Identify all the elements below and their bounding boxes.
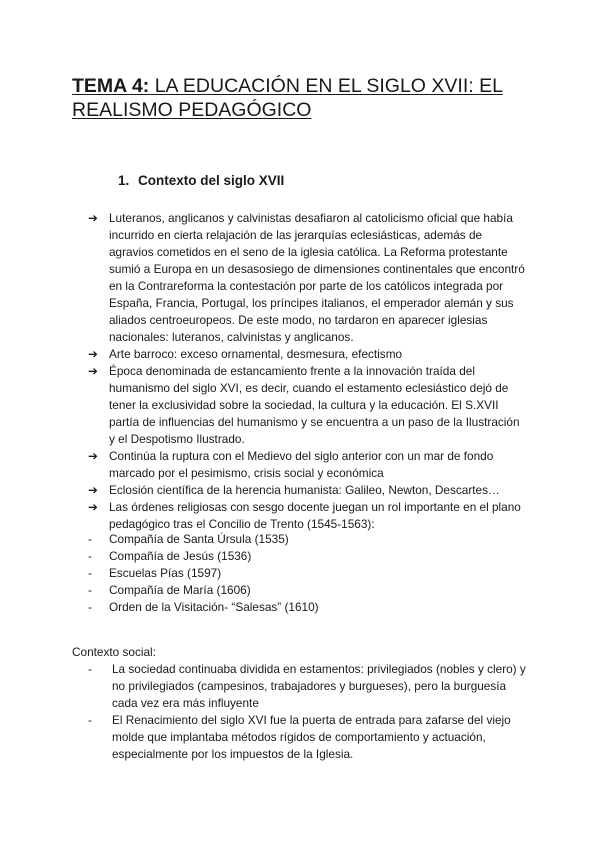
list-item <box>88 661 533 712</box>
list-item-text: El Renacimiento del siglo XVI fue la puerta de entrada para zafarse del viejo molde que implantaba métodos rígidos de comportamiento y actuación, especialmente por los impuestos de la Iglesia. <box>112 713 511 761</box>
list-item <box>88 565 528 582</box>
list-item-text: Luteranos, anglicanos y calvinistas desafiaron al catolicismo oficial que había incurrido en cierta relajación de las jerarquías eclesiásticas, además de agravios cometidos en el seno de la iglesia católica. La Reforma protestante sumió a Europa en un desasosiego de dimensiones continentales que encontró en la Contrareforma la contestación por parte de los católicos integrada por España, Francia, Portugal, los príncipes italianos, el emperador alemán y sus aliados centroeuropeos. De este modo, no tardaron en aparecer iglesias nacionales: luteranos, calvinistas y anglicanos. <box>109 211 525 344</box>
list-item-text: Escuelas Pías (1597) <box>109 566 222 580</box>
arrow-icon: ➔ <box>88 211 98 225</box>
dash-bullet: - <box>88 532 92 546</box>
list-item <box>88 363 528 448</box>
title-prefix: TEMA 4: <box>72 75 150 97</box>
list-item <box>88 582 528 599</box>
list-item-text: Orden de la Visitación- “Salesas” (1610) <box>109 600 319 614</box>
title-text: LA EDUCACIÓN EN EL SIGLO XVII: EL REALISMO PEDAGÓGICO <box>72 75 503 121</box>
section-number: 1. <box>118 173 130 188</box>
list-item <box>88 346 528 363</box>
social-context-list <box>88 661 533 763</box>
list-item-text: Compañía de Jesús (1536) <box>109 549 252 563</box>
list-item-text: Compañía de María (1606) <box>109 583 251 597</box>
dash-bullet: - <box>88 713 92 727</box>
dash-bullet: - <box>88 583 92 597</box>
list-item-text: Época denominada de estancamiento frente a la innovación traída del humanismo del siglo XVI, es decir, cuando el estamento eclesiástico dejó de tener la exclusividad sobre la sociedad, la cultura y la educación. El S.XVII partía de influencias del humanismo y se encuentra a un paso de la Ilustración y el Despotismo Ilustrado. <box>109 364 520 446</box>
list-item <box>88 548 528 565</box>
list-item-text: Eclosión científica de la herencia humanista: Galileo, Newton, Descartes… <box>109 483 500 497</box>
arrow-icon: ➔ <box>88 500 98 514</box>
list-item-text: Continúa la ruptura con el Medievo del siglo anterior con un mar de fondo marcado por el pesimismo, crisis social y económica <box>109 449 494 480</box>
list-item-text: Compañía de Santa Úrsula (1535) <box>109 532 289 546</box>
list-item-text: Arte barroco: exceso ornamental, desmesura, efectismo <box>109 347 403 361</box>
list-item <box>88 448 528 482</box>
arrow-icon: ➔ <box>88 449 98 463</box>
religious-orders-list <box>88 531 528 616</box>
arrow-icon: ➔ <box>88 347 98 361</box>
dash-bullet: - <box>88 549 92 563</box>
list-item-text: La sociedad continuaba dividida en estamentos: privilegiados (nobles y clero) y no privilegiados (campesinos, trabajadores y burgueses), pero la burguesía cada vez era más influyente <box>112 662 526 710</box>
list-item <box>88 599 528 616</box>
list-item <box>88 210 528 346</box>
section-heading <box>118 173 284 188</box>
list-item <box>88 499 528 533</box>
dash-bullet: - <box>88 600 92 614</box>
page-title <box>72 74 542 122</box>
list-item <box>88 482 528 499</box>
section-heading-text: Contexto del siglo XVII <box>138 173 285 188</box>
arrow-icon: ➔ <box>88 364 98 378</box>
context-arrow-list <box>88 210 528 533</box>
dash-bullet: - <box>88 566 92 580</box>
list-item <box>88 531 528 548</box>
dash-bullet: - <box>88 662 92 676</box>
list-item <box>88 712 533 763</box>
social-context-label: Contexto social: <box>72 645 156 659</box>
arrow-icon: ➔ <box>88 483 98 497</box>
list-item-text: Las órdenes religiosas con sesgo docente juegan un rol importante en el plano pedagógico tras el Concilio de Trento (1545-1563): <box>109 500 521 531</box>
